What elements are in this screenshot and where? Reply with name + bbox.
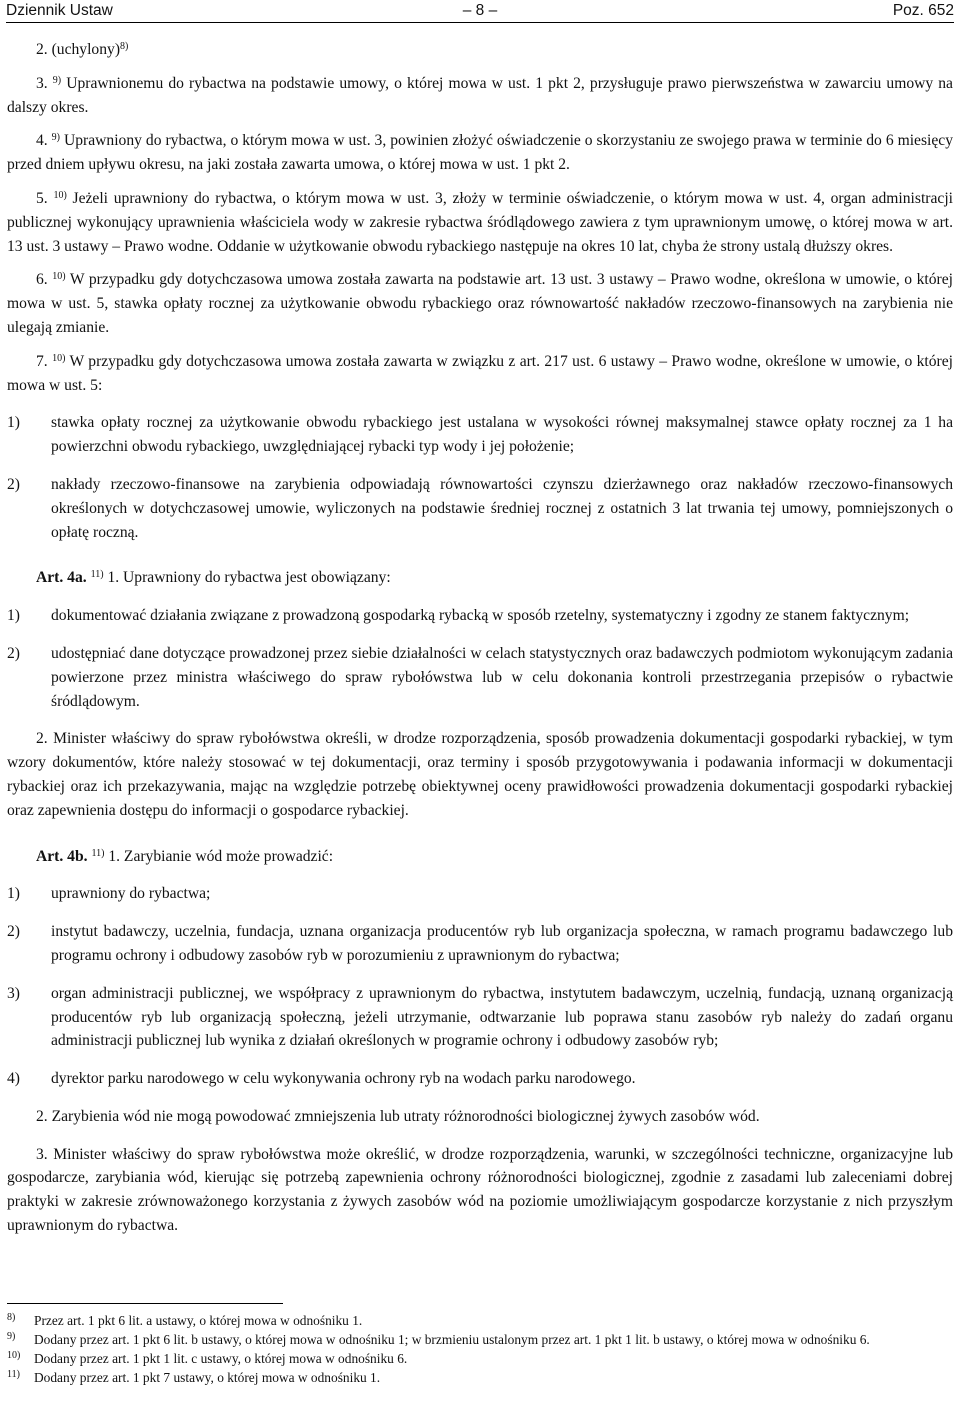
footnote-ref: 8) [120, 41, 129, 52]
list-item: 2) instytut badawczy, uczelnia, fundacja, uznana organizacja producentów ryb lub organizacja społeczna, w ramach programu badawczego lub programu ochrony i odbudowy zasobów ryb w porozumieniu z uprawnionym do rybactwa; [7, 923, 953, 964]
article-4b: Art. 4b. $^{11)}$ 1. Zarybianie wód może prowadzić: [36, 847, 334, 865]
document-body [7, 38, 953, 1238]
footnote: 9) Dodany przez art. 1 pkt 6 lit. b ustawy, o której mowa w odnośniku 1; w brzmieniu ustalonym przez art. 1 pkt 1 lit. b ustawy, o której mowa w odnośniku 6. [7, 1331, 870, 1347]
paragraph-2: 2. (uchylony)$^{8)}$ [36, 41, 129, 58]
footnote-ref: 10) [52, 352, 66, 364]
list-item: 2) nakłady rzeczowo-finansowe na zarybienia odpowiadają równowartości czynszu dzierżawnego oraz nakładów rzeczowo-finansowych określonych w dotychczasowej umowie, wyliczonych na podstawie średniej rocznej z ostatnich 3 lat trwania tej umowy, pomniejszonych o opłatę roczną. [7, 475, 953, 541]
footnote-ref: 9) [52, 74, 62, 86]
article-4a-paragraph-2: 2. Minister właściwy do spraw rybołówstwa określi, w drodze rozporządzenia, sposób prowadzenia dokumentacji gospodarki rybackiej, w tym wzory dokumentów, które należy stosować w tej dokumentacji, oraz terminy i sposób przygotowywania i podawania informacji w dokumentacji rybackiej oraz ich przekazywania, mając na względzie potrzebę obiektywnej oceny prawidłowości prowadzenia dokumentacji gospodarki rybackiej oraz zapewnienia dostępu do informacji o gospodarce rybackiej. [7, 730, 953, 819]
list-item: 3) organ administracji publicznej, we współpracy z uprawnionym do rybactwa, instytutem badawczym, uczelnią, fundacją, uznaną organizacją producentów ryb lub organizacją społeczną, jeżeli utrzymanie, odtwarzanie lub poprawa stanu zasobów ryb należy do zadań organu administracji publicznej lub wynika z działań określonych w programie ochrony i odbudowy zasobów ryb; [7, 984, 953, 1050]
footnote-rule [7, 1303, 283, 1304]
paragraph-6: 6. $^{10)}$ W przypadku gdy dotychczasowa umowa została zawarta na podstawie art. 13 ust. 3 ustawy – Prawo wodne, określona w umowie, o której mowa w ust. 5, stawka opłaty rocznej za użytkowanie obwodu rybackiego oraz równowartość nakładów rzeczowo-finansowych na zarybienia nie ulegają zmianie. [7, 271, 953, 336]
article-4b-paragraph-2: 2. Zarybienia wód nie mogą powodować zmniejszenia lub utraty różnorodności biologicznej żywych zasobów wód. [36, 1107, 760, 1125]
article-label: Art. 4a. [36, 569, 87, 587]
list-item: 1) stawka opłaty rocznej za użytkowanie obwodu rybackiego jest ustalana w wysokości równej maksymalnej stawce opłaty rocznej za 1 ha powierzchni obwodu rybackiego, uwzględniającej rybacki typ wody i jej położenie; [7, 414, 953, 456]
footnote: 8) Przez art. 1 pkt 6 lit. a ustawy, o której mowa w odnośniku 1. [7, 1312, 363, 1328]
footnote-ref: 10) [53, 189, 67, 201]
footnote-ref: 10) [52, 271, 66, 283]
footnote: 11) Dodany przez art. 1 pkt 7 ustawy, o której mowa w odnośniku 1. [7, 1369, 381, 1385]
paragraph-7: 7. $^{10)}$ W przypadku gdy dotychczasowa umowa została zawarta w związku z art. 217 ust. 6 ustawy – Prawo wodne, określone w umowie, o której mowa w ust. 5: [7, 352, 954, 394]
list-item: 1) uprawniony do rybactwa; [7, 885, 211, 903]
list-item: 4) dyrektor parku narodowego w celu wykonywania ochrony ryb na wodach parku narodowego. [7, 1070, 636, 1088]
footnote-ref: 11) [90, 569, 104, 581]
list-item: 1) dokumentować działania związane z prowadzoną gospodarką rybacką w sposób rzetelny, systematyczny i zgodny ze stanem faktycznym; [7, 607, 910, 625]
article-4a: Art. 4a. $^{11)}$ 1. Uprawniony do rybactwa jest obowiązany: [36, 569, 391, 587]
footnote: 10) Dodany przez art. 1 pkt 1 lit. c ustawy, o której mowa w odnośniku 6. [7, 1350, 408, 1366]
footnote-ref: 11) [91, 847, 105, 859]
list-item: 2) udostępniać dane dotyczące prowadzonej przez siebie działalności w celach statystycznych oraz badawczych podmiotom wykonującym zadania powierzone przez ministra właściwego do spraw rybołówstwa lub w celu dokonania kontroli przestrzegania przepisów o rybactwie śródlądowym. [7, 644, 953, 710]
journal-title: Dziennik Ustaw [6, 2, 113, 19]
article-4b-paragraph-3: 3. Minister właściwy do spraw rybołówstwa może określić, w drodze rozporządzenia, warunki, w szczególności techniczne, organizacyjne lub gospodarcze, zarybiania wód, kierując się potrzebą zapewnienia ochrony różnorodności biologicznej, zgodnie z zasadami lub zaleceniami dobrej praktyki w zakresie zrównoważonego korzystania z żywych zasobów wód na poziomie umożliwiającym gospodarcze korzystanie z nich przyszłym uprawnionym do rybactwa. [7, 1145, 953, 1235]
article-label: Art. 4b. [36, 847, 88, 865]
footnote-ref: 9) [51, 132, 61, 144]
paragraph-5: 5. $^{10)}$ Jeżeli uprawniony do rybactwa, o którym mowa w ust. 3, złoży w terminie oświadczenie, o którym mowa w ust. 4, organ administracji publicznej wykonujący uprawnienia właściciela wody w zakresie rybactwa śródlądowego zawiera z tym uprawnionym umowę, o której mowa w art. 13 ust. 3 ustawy – Prawo wodne. Oddanie w użytkowanie obwodu rybackiego następuje na okres 10 lat, chyba że strony ustalą dłuższy okres. [7, 189, 953, 255]
header-rule [6, 22, 954, 23]
paragraph-3: 3. $^{9)}$ Uprawnionemu do rybactwa na podstawie umowy, o której mowa w ust. 1 pkt 2, przysługuje prawo pierwszeństwa w zawarciu umowy na dalszy okres. [7, 74, 953, 116]
page-number: – 8 – [462, 2, 498, 19]
footnotes [7, 1303, 953, 1387]
position-number: Poz. 652 [892, 2, 954, 19]
paragraph-4: 4. $^{9)}$ Uprawniony do rybactwa, o którym mowa w ust. 3, powinien złożyć oświadczenie o skorzystaniu ze swojego prawa w terminie do 6 miesięcy przed dniem upływu okresu, na jaki została zawarta umowa, o której mowa w ust. 1 pkt 2. [7, 132, 953, 174]
page-header [6, 0, 954, 22]
